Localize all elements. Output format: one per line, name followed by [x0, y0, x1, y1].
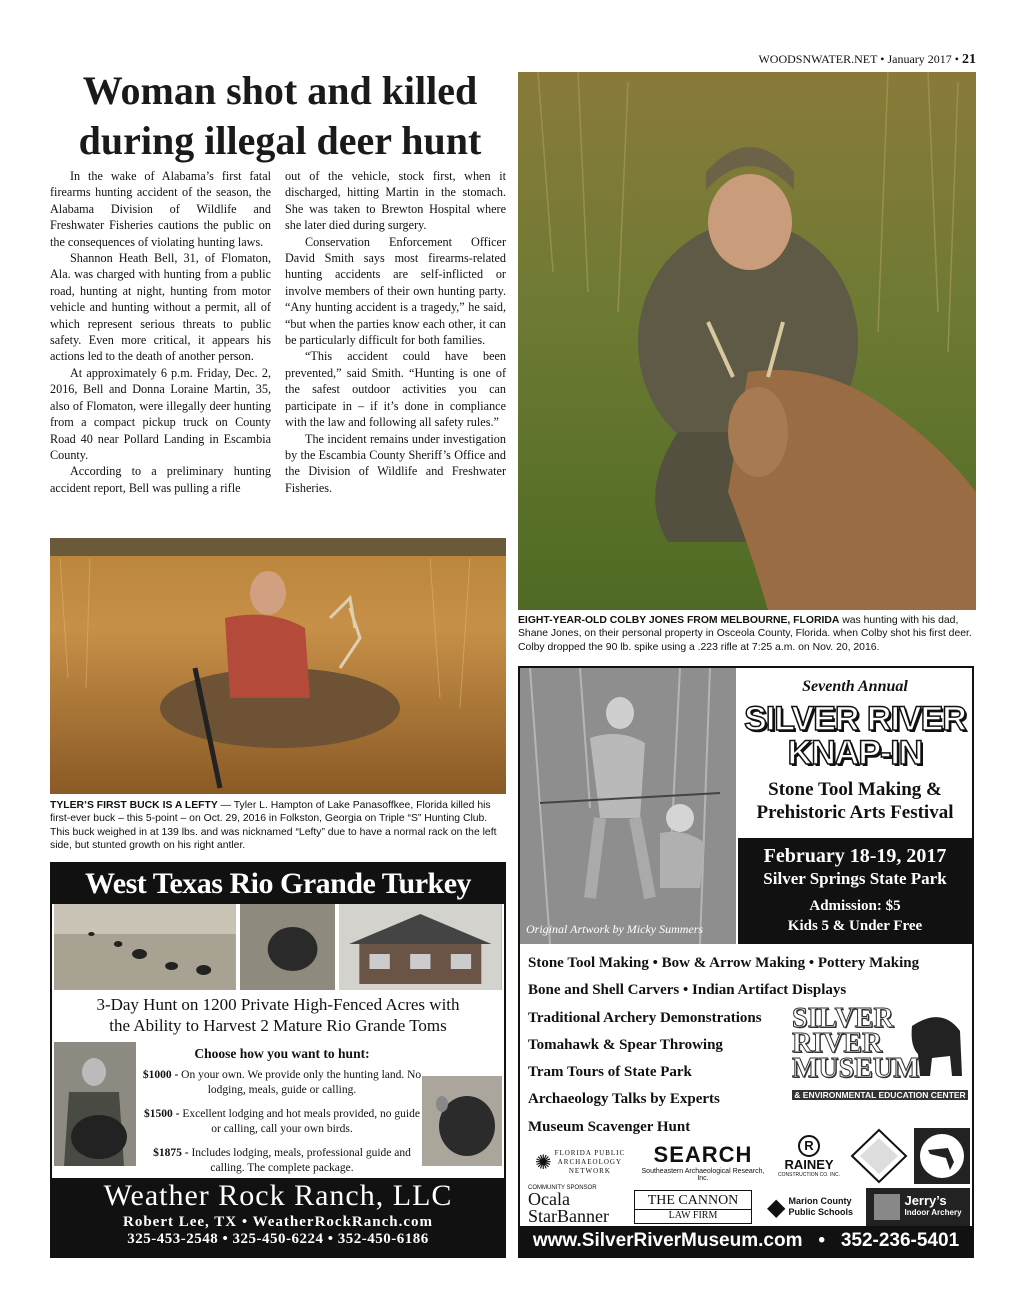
event-subtitle: Stone Tool Making & Prehistoric Arts Festival: [756, 779, 954, 823]
event-header: Seventh Annual SILVER RIVER KNAP-IN Stone Tool Making & Prehistoric Arts Festival: [738, 668, 972, 944]
photo-strutting-turkey: [240, 904, 336, 990]
ranch-phones: 325-453-2548 • 325-450-6224 • 352-450-6186: [127, 1231, 429, 1247]
logo-rainey: R RAINEY CONSTRUCTION CO. INC.: [774, 1128, 844, 1184]
sun-spiral-icon: ✺: [534, 1151, 552, 1174]
page-number: 21: [962, 52, 976, 67]
logo-search: SEARCH Southeastern Archaeological Research, Inc.: [641, 1142, 765, 1182]
event-kids-free: Kids 5 & Under Free: [787, 918, 923, 934]
article-headline: Woman shot and killed during illegal deer hunt: [78, 68, 482, 163]
ad-photo-strip: [54, 904, 502, 990]
ad-choose-heading: Choose how you want to hunt:: [194, 1046, 370, 1061]
ad-title: West Texas Rio Grande Turkey: [52, 864, 504, 904]
photo-tyler-hampton: [50, 538, 506, 794]
paragraph: According to a preliminary hunting accident report, Bell was pulling a rifle: [50, 464, 271, 495]
logo-jerrys-indoor-archery: Jerry’s Indoor Archery: [866, 1188, 970, 1226]
event-admission: Admission: $5: [809, 898, 901, 914]
photo-lodge: [339, 904, 502, 990]
logo-florida-state-parks: [914, 1128, 970, 1184]
paragraph: “This accident could have been prevented,” said Smith. “Hunting is one of the safest outdoor activities you can participate in – if it’s done in compliance with the law and following all safety rules.”: [285, 349, 506, 430]
ad-option-1875: $1875 - Includes lodging, meals, professional guide and calling. The complete package.: [153, 1147, 411, 1174]
ranch-name: Weather Rock Ranch, LLC: [103, 1179, 453, 1212]
paragraph: In the wake of Alabama’s first fatal firearms hunting accident of the season, the Alabama Division of Wildlife and Freshwater Fisheries cautions the public on the consequences of violating hunting laws.: [50, 169, 271, 249]
paragraph: Conservation Enforcement Officer David Smith says most firearms-related hunting accidents are self-inflicted or involve members of their own hunting party. “Any hunting accident is a tragedy,” he said, “but when the parties know each other, it can be particularly difficult for both families.: [285, 234, 506, 348]
artwork-illustration: [520, 668, 736, 944]
folio-issue: January 2017: [887, 52, 952, 66]
museum-website: www.SilverRiverMuseum.com: [532, 1230, 803, 1251]
archer-icon: [874, 1194, 900, 1220]
paragraph: At approximately 6 p.m. Friday, Dec. 2, 2016, Bell and Donna Loraine Martin, 35, also of Flomaton, were illegally deer hunting from a compact pickup truck on County Road 40 near Pollard Landing in Escambia County.: [50, 365, 271, 462]
artwork-credit: Original Artwork by Micky Summers: [526, 922, 704, 936]
event-title: SILVER RIVER KNAP-IN: [744, 700, 966, 772]
ranch-location: Robert Lee, TX • WeatherRockRanch.com: [123, 1214, 433, 1230]
silver-river-museum-logo: SILVER RIVER MUSEUM & ENVIRONMENTAL EDUCATION CENTER: [792, 1006, 968, 1106]
caption-tyler: TYLER’S FIRST BUCK IS A LEFTY — Tyler L. Hampton of Lake Panasoffkee, Florida killed his first-ever buck – this 5-point – on Oct. 29, 2016 in Folkston, Georgia on Triple “S” Hunting Club. This buck weighed in at 139 lbs. and was nicknamed “Lefty” due to have a normal rack on the left side, but stunted growth on his right antler.: [50, 800, 497, 852]
photo-colby-jones: [518, 72, 976, 610]
article-column-2: [285, 168, 506, 496]
ad-silver-river-knap-in: [518, 666, 974, 1258]
photo-turkeys-field: [54, 904, 236, 990]
paragraph: Shannon Heath Bell, 31, of Flomaton, Ala. was charged with hunting from a public road, hunting at night, hunting from motor vehicle and hunting without a permit, all of which represent serious threats to public safety. Even more critical, it appears his actions led to the death of another person.: [50, 251, 271, 364]
article-column-1: [50, 168, 271, 496]
photo-hunter-turkey: [54, 1042, 136, 1166]
folio-site: WOODSNWATER.NET: [758, 52, 878, 66]
list-item: Tram Tours of State Park: [528, 1064, 692, 1081]
page-folio: WOODSNWATER.NET • January 2017 • 21: [758, 52, 976, 67]
paragraph: out of the vehicle, stock first, when it discharged, hitting Martin in the stomach. She was taken to Brewton Hospital where she later died during surgery.: [285, 169, 506, 233]
event-dates: February 18-19, 2017: [763, 845, 947, 867]
ad-headline: 3-Day Hunt on 1200 Private High-Fenced Acres with the Ability to Harvest 2 Mature Rio Grande Toms: [96, 995, 460, 1035]
logo-fpan: ✺ FLORIDA PUBLIC ARCHAEOLOGY NETWORK: [534, 1148, 626, 1175]
list-item: Archaeology Talks by Experts: [528, 1091, 720, 1108]
ad-footer: [52, 1178, 504, 1256]
article-body: [50, 168, 506, 496]
ad-turkey-hunts: [50, 862, 506, 1258]
logo-ocala-starbanner: COMMUNITY SPONSOR Ocala StarBanner: [528, 1185, 609, 1226]
logo-marion-county-schools: ◆ Marion County Public Schools: [767, 1193, 853, 1221]
diamond-icon: ◆: [767, 1193, 786, 1221]
museum-contact-bar: www.SilverRiverMuseum.com • 352-236-5401: [520, 1226, 972, 1256]
list-item: Tomahawk & Spear Throwing: [528, 1036, 723, 1053]
event-venue: Silver Springs State Park: [763, 869, 947, 888]
list-item: Museum Scavenger Hunt: [528, 1118, 691, 1135]
caption-colby: EIGHT-YEAR-OLD COLBY JONES FROM MELBOURNE, FLORIDA was hunting with his dad, Shane Jones, on their personal property in Osceola County, Florida. when Colby shot his first deer. Colby dropped the 90 lb. spike using a .223 rifle at 7:25 a.m. on Nov. 20, 2016.: [518, 615, 972, 653]
list-item: Stone Tool Making • Bow & Arrow Making • Pottery Making: [528, 955, 920, 971]
logo-cannon-law-firm: THE CANNON LAW FIRM: [634, 1190, 752, 1224]
ad-option-1000: $1000 - On your own. We provide only the hunting land. No lodging, meals, guide or calling.: [142, 1069, 422, 1096]
event-details: [738, 838, 972, 944]
list-item: Traditional Archery Demonstrations: [528, 1009, 762, 1026]
logo-florida-park-service: [850, 1128, 908, 1184]
museum-phone: 352-236-5401: [840, 1230, 960, 1251]
list-item: Bone and Shell Carvers • Indian Artifact Displays: [528, 982, 847, 999]
paragraph: The incident remains under investigation by the Escambia County Sheriff’s Office and the Division of Wildlife and Freshwater Fisheries.: [285, 431, 506, 495]
photo-turkey-portrait: [422, 1076, 502, 1166]
ad-option-1500: $1500 - Excellent lodging and hot meals provided, no guide or calling, call your own birds.: [144, 1108, 420, 1135]
